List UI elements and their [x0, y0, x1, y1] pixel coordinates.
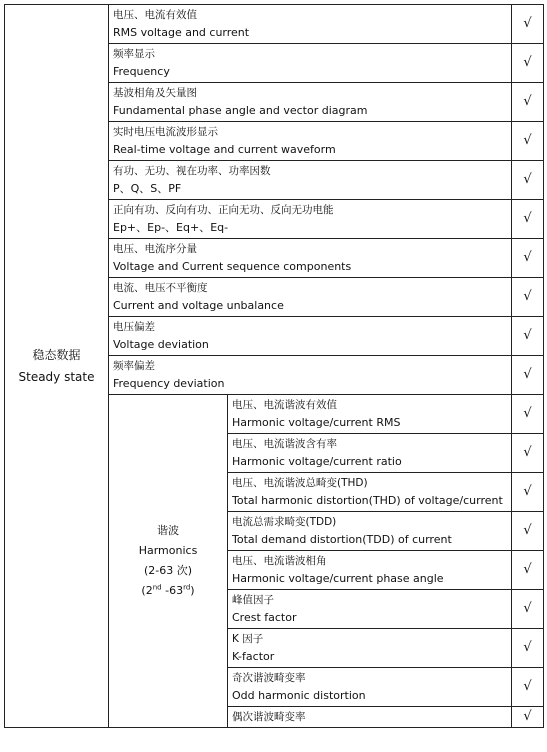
harmonic-feature-cell: [228, 434, 512, 473]
feature-cell: [109, 317, 512, 356]
feature-label-en: Ep+、Ep-、Eq+、Eq-: [113, 221, 229, 234]
harmonic-feature-cell: [228, 512, 512, 551]
harmonic-label-zh: K 因子: [232, 633, 264, 645]
category-cell: [5, 5, 109, 728]
harmonic-label-en: Total harmonic distortion(THD) of voltage/current: [232, 494, 503, 507]
check-mark: √: [512, 317, 544, 356]
harmonic-label-en: Crest factor: [232, 611, 297, 624]
check-mark: √: [512, 473, 544, 512]
harmonic-label-zh: 峰值因子: [232, 594, 274, 606]
table-row: [5, 5, 544, 44]
feature-label-zh: 实时电压电流波形显示: [113, 126, 218, 138]
harmonic-label-zh: 电压、电流谐波有效值: [232, 399, 337, 411]
harmonic-feature-cell: [228, 551, 512, 590]
check-mark: √: [512, 434, 544, 473]
harmonic-label-zh: 电压、电流谐波相角: [232, 555, 327, 567]
check-mark: √: [512, 161, 544, 200]
harmonic-feature-cell: [228, 629, 512, 668]
feature-label-en: Frequency: [113, 65, 170, 78]
feature-label-en: P、Q、S、PF: [113, 182, 182, 195]
feature-cell: [109, 122, 512, 161]
feature-cell: [109, 239, 512, 278]
harmonic-feature-cell: [228, 590, 512, 629]
feature-label-zh: 频率显示: [113, 48, 155, 60]
check-mark: √: [512, 395, 544, 434]
check-mark: √: [512, 83, 544, 122]
harmonic-label-zh: 电压、电流谐波含有率: [232, 438, 337, 450]
harmonic-label-zh: 电压、电流谐波总畸变(THD): [232, 477, 368, 489]
feature-label-en: Frequency deviation: [113, 377, 225, 390]
category-label-en: Steady state: [18, 370, 95, 384]
harmonics-label-zh: 谐波: [157, 524, 179, 537]
feature-cell: [109, 83, 512, 122]
range-open: (2: [141, 584, 153, 597]
feature-label-en: Voltage and Current sequence components: [113, 260, 352, 273]
feature-label-zh: 正向有功、反向有功、正向无功、反向无功电能: [113, 204, 334, 216]
feature-label-en: RMS voltage and current: [113, 26, 250, 39]
check-mark: √: [512, 5, 544, 44]
harmonic-feature-cell: [228, 707, 512, 728]
check-mark: √: [512, 512, 544, 551]
feature-label-zh: 电压偏差: [113, 321, 155, 333]
harmonic-label-en: Harmonic voltage/current ratio: [232, 455, 402, 468]
feature-label-zh: 基波相角及矢量图: [113, 87, 197, 99]
harmonic-label-en: Harmonic voltage/current RMS: [232, 416, 401, 429]
check-mark: √: [512, 278, 544, 317]
feature-cell: [109, 161, 512, 200]
feature-label-en: Real-time voltage and current waveform: [113, 143, 336, 156]
feature-label-zh: 频率偏差: [113, 360, 155, 372]
harmonic-label-en: Odd harmonic distortion: [232, 689, 366, 702]
check-mark: √: [512, 590, 544, 629]
harmonics-range-zh: (2-63 次): [143, 564, 193, 577]
feature-label-zh: 电压、电流序分量: [113, 243, 197, 255]
feature-label-en: Fundamental phase angle and vector diagram: [113, 104, 368, 117]
harmonic-label-zh: 偶次谐波畸变率: [232, 711, 306, 723]
feature-label-zh: 电流、电压不平衡度: [113, 282, 208, 294]
check-mark: √: [512, 707, 544, 728]
check-mark: √: [512, 629, 544, 668]
range-mid: -63: [161, 584, 184, 597]
check-mark: √: [512, 551, 544, 590]
harmonic-label-en: Harmonic voltage/current phase angle: [232, 572, 444, 585]
harmonic-feature-cell: [228, 668, 512, 707]
check-mark: √: [512, 200, 544, 239]
harmonic-feature-cell: [228, 395, 512, 434]
harmonic-label-en: Total demand distortion(TDD) of current: [232, 533, 452, 546]
feature-label-zh: 有功、无功、视在功率、功率因数: [113, 165, 271, 177]
harmonic-label-zh: 奇次谐波畸变率: [232, 672, 306, 684]
check-mark: √: [512, 44, 544, 83]
check-mark: √: [512, 122, 544, 161]
feature-label-en: Voltage deviation: [113, 338, 209, 351]
harmonic-feature-cell: [228, 473, 512, 512]
feature-cell: [109, 44, 512, 83]
check-mark: √: [512, 668, 544, 707]
check-mark: √: [512, 239, 544, 278]
feature-cell: [109, 5, 512, 44]
feature-cell: [109, 356, 512, 395]
steady-state-spec-table: [4, 4, 544, 728]
harmonic-label-zh: 电流总需求畸变(TDD): [232, 516, 337, 528]
harmonics-label-en: Harmonics: [138, 544, 198, 557]
feature-cell: [109, 278, 512, 317]
range-sup-rd: rd: [183, 583, 191, 592]
feature-label-en: Current and voltage unbalance: [113, 299, 284, 312]
check-mark: √: [512, 356, 544, 395]
feature-label-zh: 电压、电流有效值: [113, 9, 197, 21]
feature-cell: [109, 200, 512, 239]
harmonic-label-en: K-factor: [232, 650, 275, 663]
harmonics-cell: [109, 395, 228, 728]
range-sup-nd: nd: [152, 583, 162, 592]
range-close: ): [190, 584, 195, 597]
harmonics-range-en: [113, 581, 223, 601]
category-label-zh: 稳态数据: [32, 348, 81, 362]
